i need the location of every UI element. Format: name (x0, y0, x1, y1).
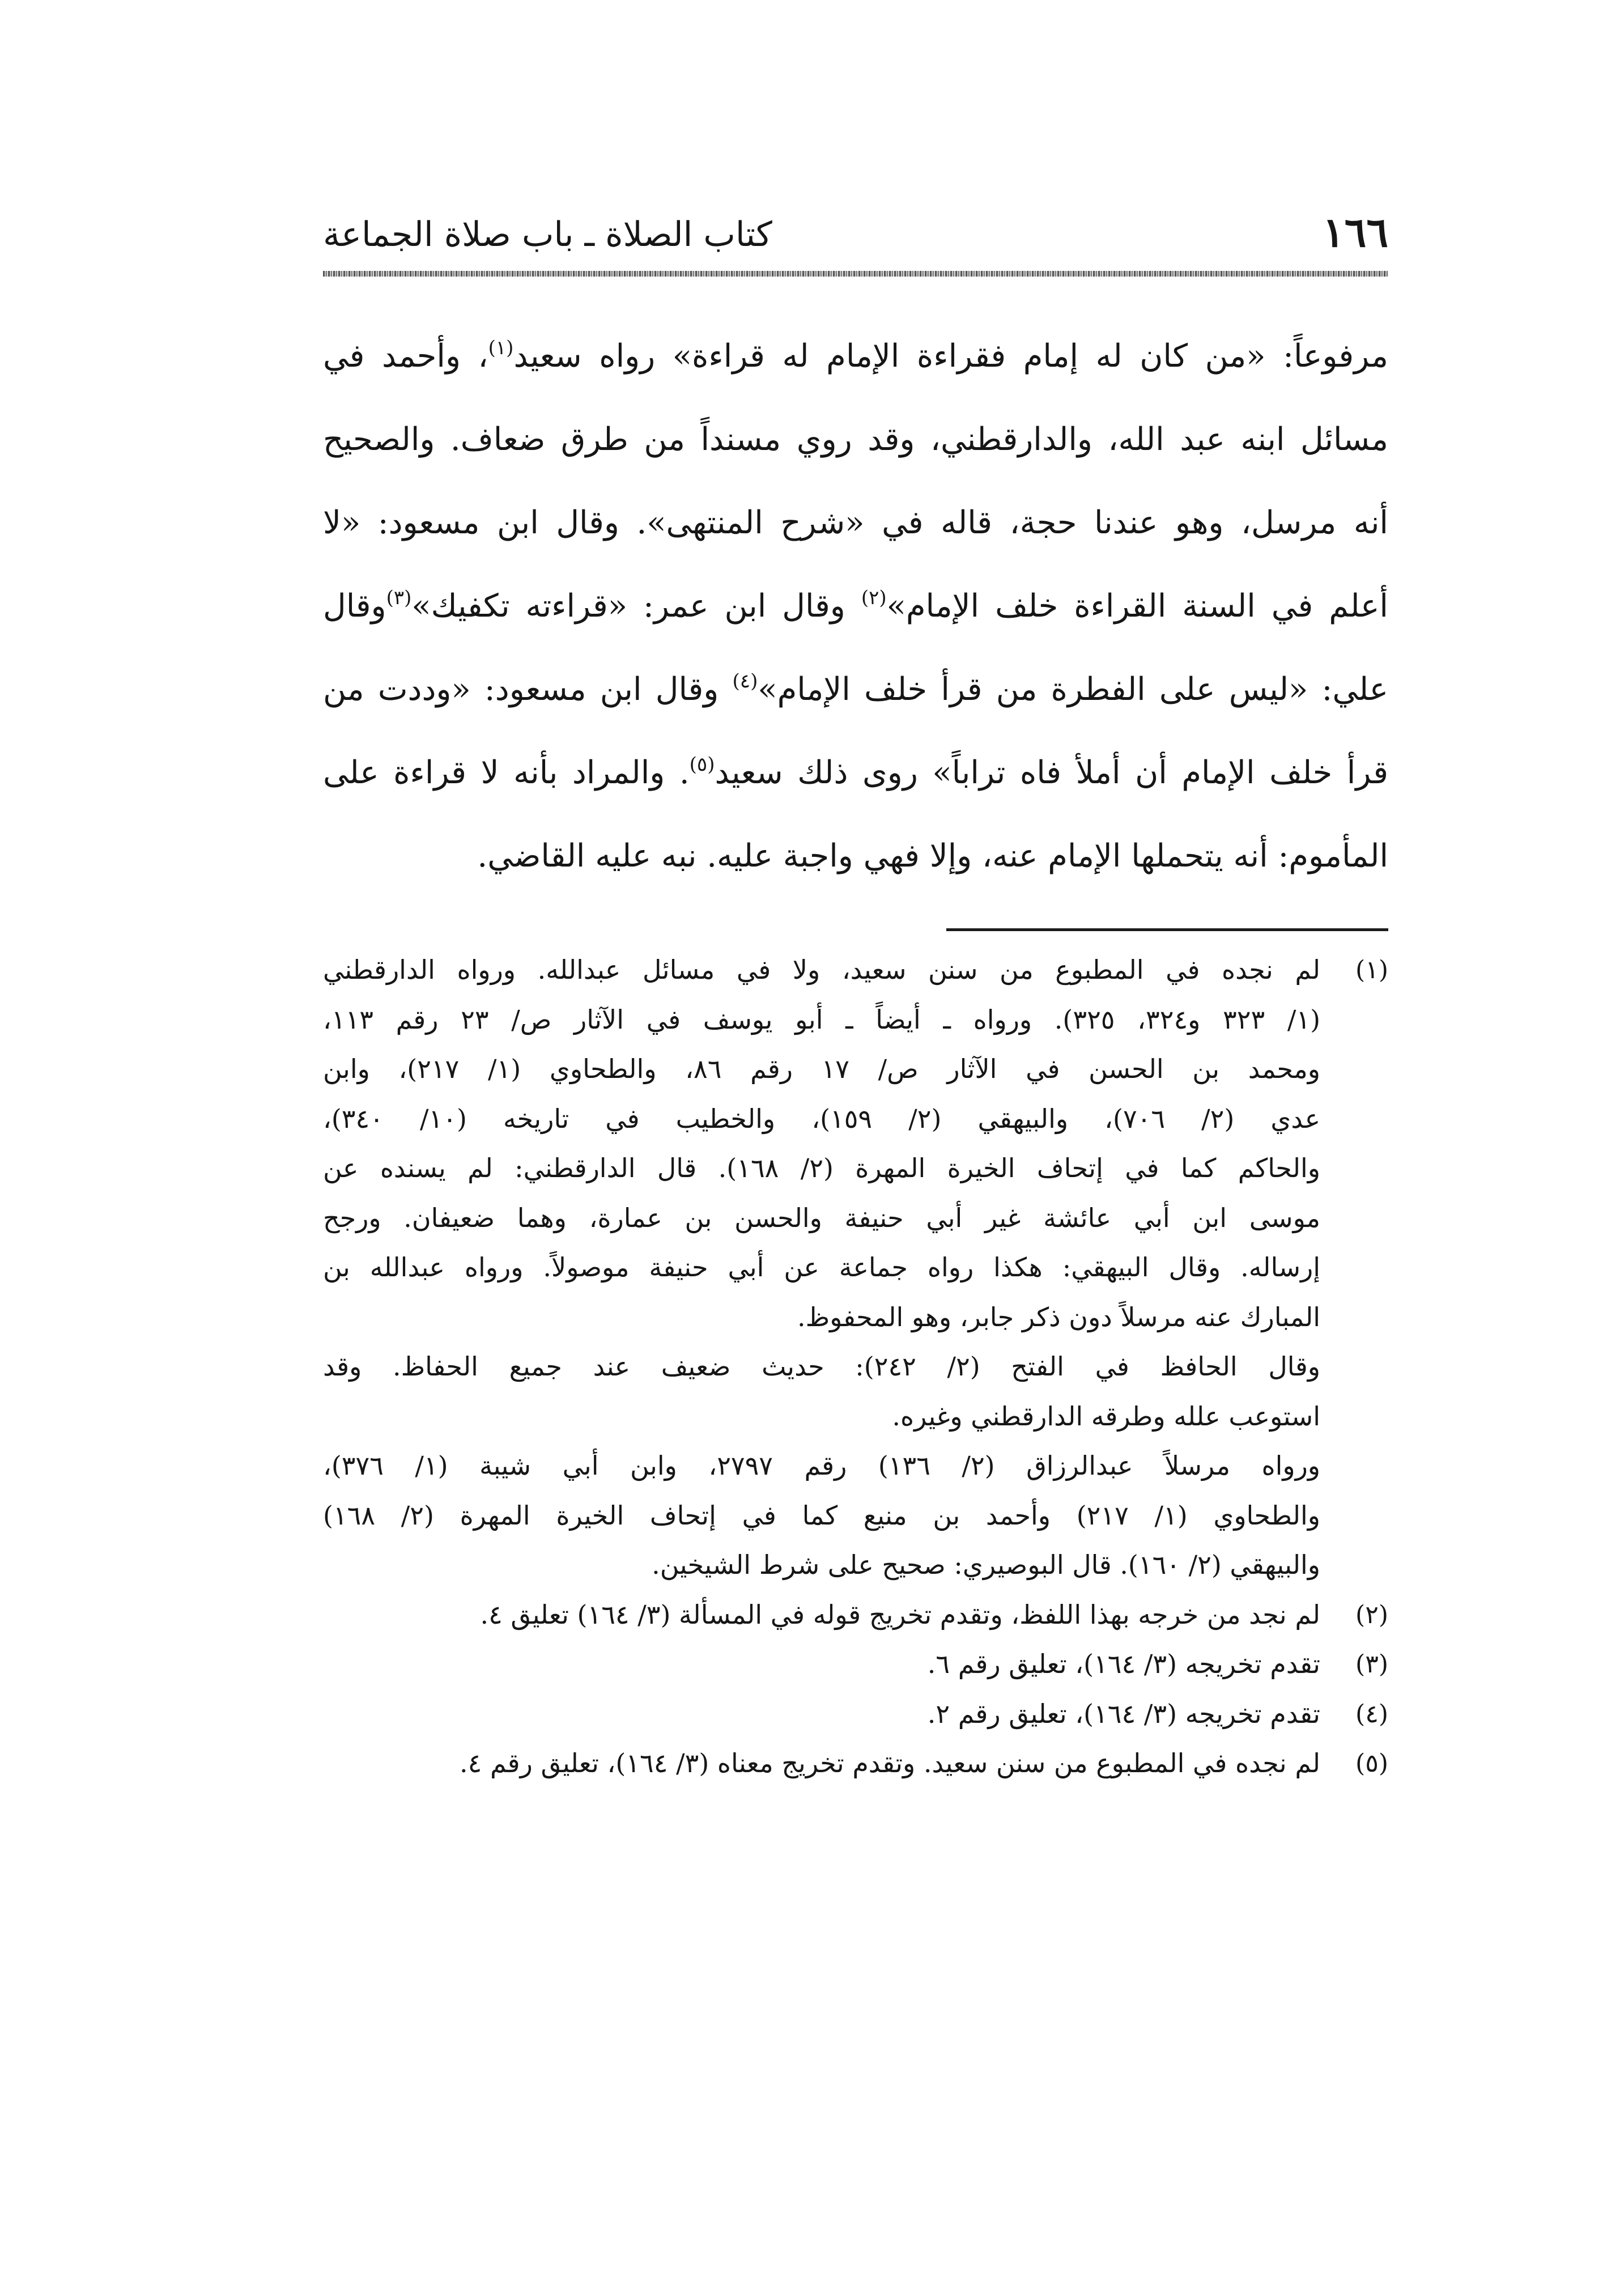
text-line-6: قرأ خلف الإمام أن أملأ فاه تراباً» روى ذلك سعيد$^{(٥)}$. والمراد بأنه لا قراءة على (323, 753, 1388, 791)
footnote-line: (١/ ٣٢٣ و٣٢٤، ٣٢٥). ورواه ـ أيضاً ـ أبو يوسف في الآثار ص/ ٢٣ رقم ١١٣، (323, 1004, 1320, 1035)
footnote-line: لم نجده في المطبوع من سنن سعيد. وتقدم تخريج معناه (٣/ ١٦٤)، تعليق رقم ٤. (460, 1748, 1320, 1778)
header-divider (323, 271, 1388, 277)
running-title: كتاب الصلاة ـ باب صلاة الجماعة (323, 215, 772, 254)
footnote-line: استوعب علله وطرقه الدارقطني وغيره. (892, 1400, 1320, 1432)
footnote-line: إرساله. وقال البيهقي: هكذا رواه جماعة عن أبي حنيفة موصولاً. ورواه عبدالله بن (323, 1252, 1320, 1283)
footnote-line: تقدم تخريجه (٣/ ١٦٤)، تعليق رقم ٢. (927, 1698, 1320, 1729)
main-text (323, 315, 1388, 898)
footnote-ref-3: (٣) (386, 587, 412, 609)
footnote-line: لم نجد من خرجه بهذا اللفظ، وتقدم تخريج قوله في المسألة (٣/ ١٦٤) تعليق ٤. (480, 1599, 1320, 1630)
footnote-ref-1: (١) (488, 337, 514, 359)
footnote-line: عدي (٢/ ٧٠٦)، والبيهقي (٢/ ١٥٩)، والخطيب في تاريخه (١٠/ ٣٤٠)، (323, 1103, 1320, 1134)
footnote-marker: (٤) (1355, 1699, 1388, 1729)
footnote-marker: (٢) (1355, 1600, 1388, 1629)
footnote-line: لم نجده في المطبوع من سنن سعيد، ولا في مسائل عبدالله. ورواه الدارقطني (323, 954, 1320, 985)
footnote-ref-5: (٥) (689, 753, 715, 776)
footnote-line: ومحمد بن الحسن في الآثار ص/ ١٧ رقم ٨٦، والطحاوي (١/ ٢١٧)، وابن (323, 1054, 1320, 1084)
page-number: ١٦٦ (1322, 208, 1388, 256)
footnote-line: المبارك عنه مرسلاً دون ذكر جابر، وهو المحفوظ. (797, 1301, 1320, 1332)
footnote-ref-4: (٤) (732, 670, 758, 693)
text-line-3: أنه مرسل، وهو عندنا حجة، قاله في «شرح المنتهى». وقال ابن مسعود: «لا (323, 504, 1388, 541)
footnote-marker: (٣) (1355, 1650, 1388, 1679)
text-line-5: علي: «ليس على الفطرة من قرأ خلف الإمام»$^{(٤)}$ وقال ابن مسعود: «وددت من (323, 670, 1388, 708)
footnote-5 (323, 1739, 1388, 1789)
footnote-line: والطحاوي (١/ ٢١٧) وأحمد بن منيع كما في إتحاف الخيرة المهرة (٢/ ١٦٨) (323, 1500, 1320, 1531)
footnote-ref-2: (٢) (861, 587, 887, 609)
text-line-7: المأموم: أنه يتحملها الإمام عنه، وإلا فهي واجبة عليه. نبه عليه القاضي. (477, 838, 1388, 874)
text-line-2: مسائل ابنه عبد الله، والدارقطني، وقد روي مسنداً من طرق ضعاف. والصحيح (323, 421, 1388, 458)
footnote-line: تقدم تخريجه (٣/ ١٦٤)، تعليق رقم ٦. (927, 1649, 1320, 1679)
footnotes (323, 945, 1388, 2107)
footnote-line: موسى ابن أبي عائشة غير أبي حنيفة والحسن بن عمارة، وهما ضعيفان. ورجح (323, 1202, 1320, 1233)
running-header (323, 204, 1388, 266)
footnote-line: والحاكم كما في إتحاف الخيرة المهرة (٢/ ١٦٨). قال الدارقطني: لم يسنده عن (323, 1153, 1320, 1183)
footnote-line: والبيهقي (٢/ ١٦٠). قال البوصيري: صحيح على شرط الشيخين. (652, 1549, 1320, 1580)
footnote-4 (323, 1689, 1388, 1739)
text-line-1: مرفوعاً: «من كان له إمام فقراءة الإمام له قراءة» رواه سعيد$^{(١)}$، وأحمد في (323, 337, 1388, 375)
footnote-2 (323, 1590, 1388, 1640)
footnote-line: ورواه مرسلاً عبدالرزاق (٢/ ١٣٦) رقم ٢٧٩٧، وابن أبي شيبة (١/ ٣٧٦)، (323, 1450, 1320, 1481)
footnote-separator (946, 928, 1388, 931)
footnote-1 (323, 945, 1388, 1590)
footnote-marker: (٥) (1355, 1749, 1388, 1778)
footnote-line: وقال الحافظ في الفتح (٢/ ٢٤٢): حديث ضعيف عند جميع الحفاظ. وقد (323, 1351, 1320, 1382)
footnote-marker: (١) (1355, 956, 1388, 984)
text-line-4: أعلم في السنة القراءة خلف الإمام»$^{(٢)}$ وقال ابن عمر: «قراءته تكفيك»$^{(٣)}$وقال (323, 587, 1388, 625)
footnote-3 (323, 1640, 1388, 1689)
